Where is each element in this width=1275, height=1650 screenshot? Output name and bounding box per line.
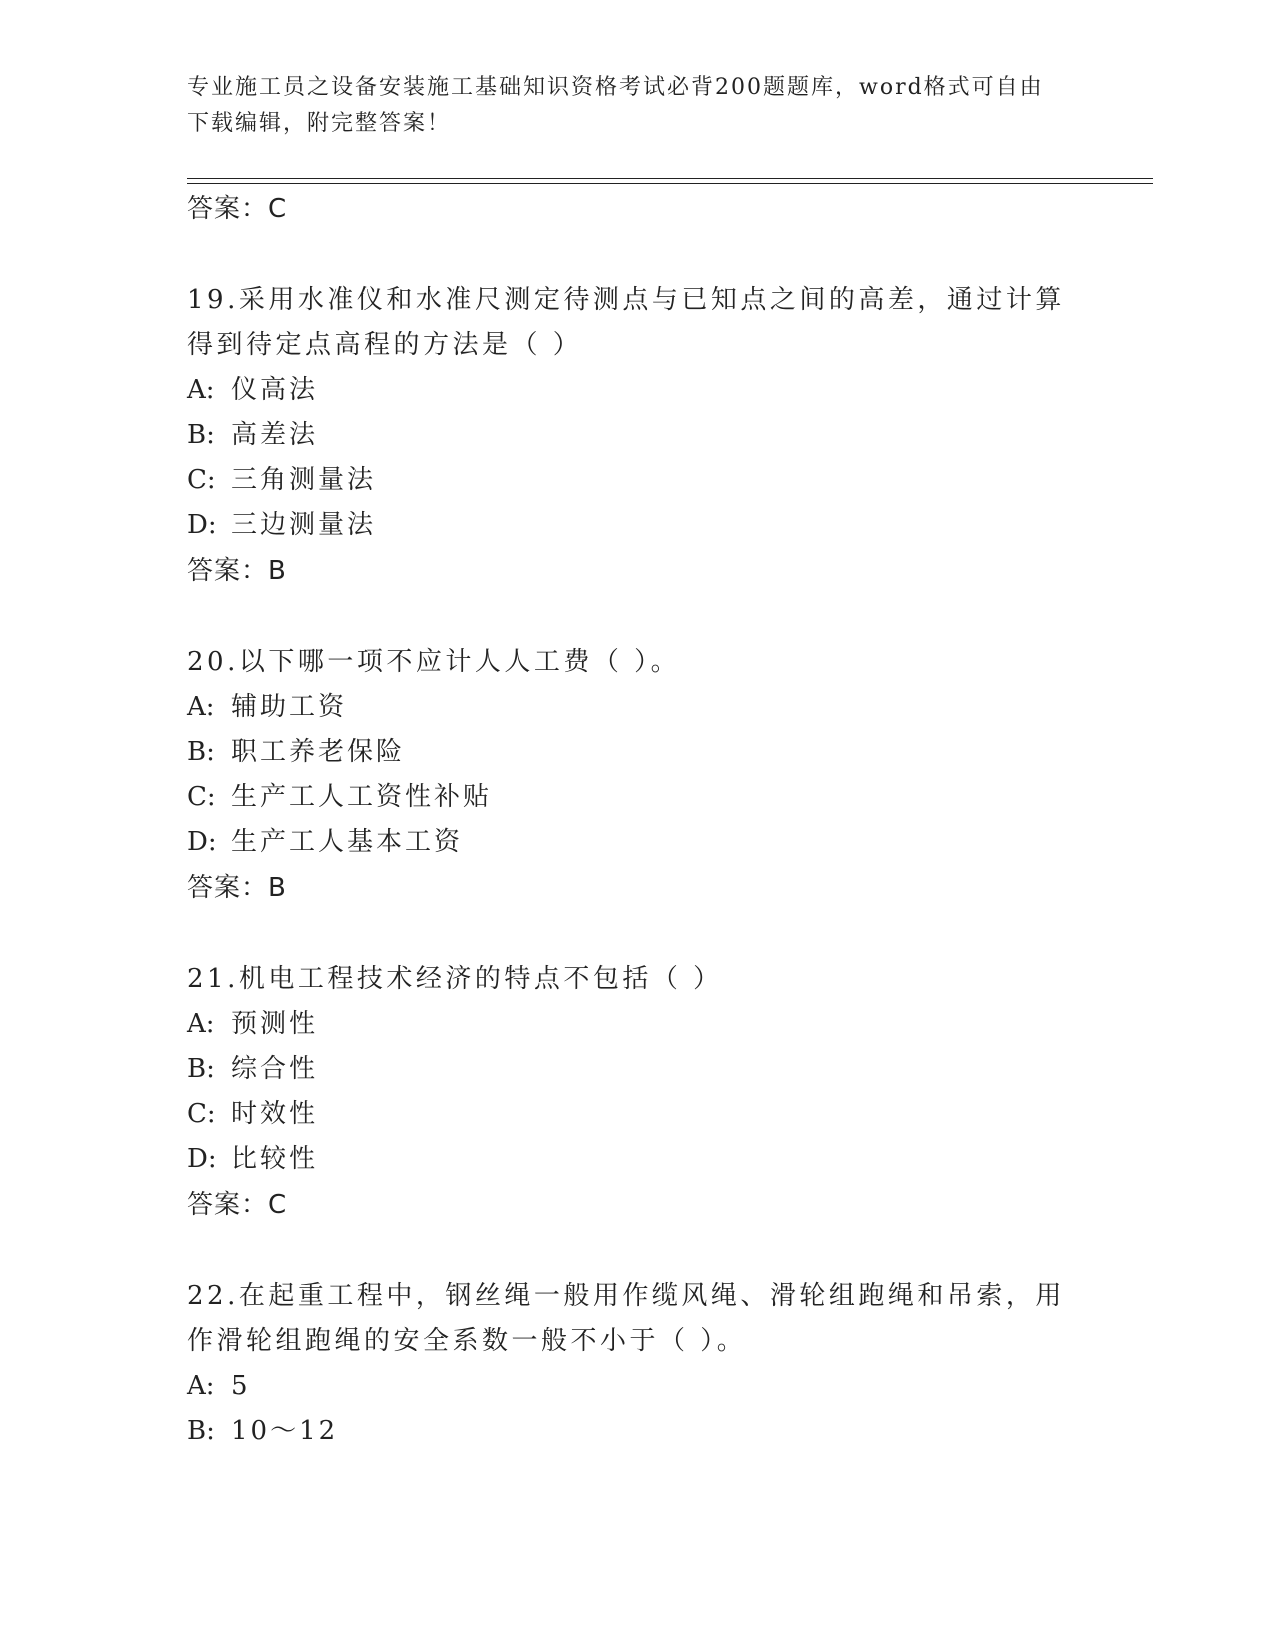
- option-letter: B:: [187, 1416, 215, 1446]
- option-letter: C:: [187, 782, 216, 812]
- option-letter: D:: [187, 1144, 217, 1174]
- option-letter: C:: [187, 465, 216, 495]
- question-21: [187, 957, 1087, 1228]
- option-letter: B:: [187, 737, 215, 767]
- option-letter: A:: [187, 375, 215, 405]
- option-text: 生产工人工资性补贴: [231, 782, 493, 812]
- option-letter: B:: [187, 420, 215, 450]
- option-text: 辅助工资: [231, 692, 348, 722]
- option-letter: D:: [187, 827, 217, 857]
- option-letter: D:: [187, 510, 217, 540]
- header-divider-bottom: [187, 183, 1153, 184]
- option-b: [187, 1409, 1087, 1454]
- option-b: [187, 413, 1087, 458]
- option-text: 时效性: [231, 1099, 319, 1129]
- option-a: [187, 685, 1087, 730]
- option-text: 预测性: [231, 1009, 319, 1039]
- option-b: [187, 730, 1087, 775]
- option-text: 10～12: [231, 1416, 339, 1446]
- option-letter: A:: [187, 1371, 215, 1401]
- option-text: 生产工人基本工资: [231, 827, 464, 857]
- question-list: [187, 186, 1087, 1454]
- question-22: [187, 1274, 1087, 1454]
- option-text: 综合性: [231, 1054, 319, 1084]
- option-text: 三边测量法: [231, 510, 377, 540]
- document-header: 专业施工员之设备安装施工基础知识资格考试必背200题题库，word格式可自由下载编辑，附完整答案！: [187, 75, 1044, 136]
- option-letter: A:: [187, 1009, 215, 1039]
- previous-answer: 答案：C: [187, 194, 288, 224]
- option-a: [187, 1364, 1087, 1409]
- option-letter: B:: [187, 1054, 215, 1084]
- option-text: 高差法: [231, 420, 319, 450]
- header-divider-top: [187, 178, 1153, 179]
- option-d: [187, 820, 1087, 865]
- option-letter: A:: [187, 692, 215, 722]
- option-b: [187, 1047, 1087, 1092]
- question-19: [187, 278, 1087, 594]
- option-text: 职工养老保险: [231, 737, 406, 767]
- answer-line: 答案：C: [187, 1190, 288, 1220]
- question-stem: 22.在起重工程中，钢丝绳一般用作缆风绳、滑轮组跑绳和吊索，用作滑轮组跑绳的安全系数一般不小于（ ）。: [187, 1281, 1065, 1356]
- option-text: 5: [231, 1371, 251, 1401]
- option-a: [187, 1002, 1087, 1047]
- answer-line: 答案：B: [187, 556, 287, 586]
- option-c: [187, 775, 1087, 820]
- option-text: 比较性: [231, 1144, 319, 1174]
- question-stem: 21.机电工程技术经济的特点不包括（ ）: [187, 964, 723, 994]
- option-d: [187, 1137, 1087, 1182]
- question-stem: 20.以下哪一项不应计人人工费（ ）。: [187, 647, 681, 677]
- option-c: [187, 1092, 1087, 1137]
- answer-line: 答案：B: [187, 873, 287, 903]
- question-20: [187, 640, 1087, 911]
- option-text: 仪高法: [231, 375, 319, 405]
- option-d: [187, 503, 1087, 548]
- option-text: 三角测量法: [231, 465, 377, 495]
- option-c: [187, 458, 1087, 503]
- question-stem: 19.采用水准仪和水准尺测定待测点与已知点之间的高差，通过计算得到待定点高程的方法是（ ）: [187, 285, 1065, 360]
- option-a: [187, 368, 1087, 413]
- option-letter: C:: [187, 1099, 216, 1129]
